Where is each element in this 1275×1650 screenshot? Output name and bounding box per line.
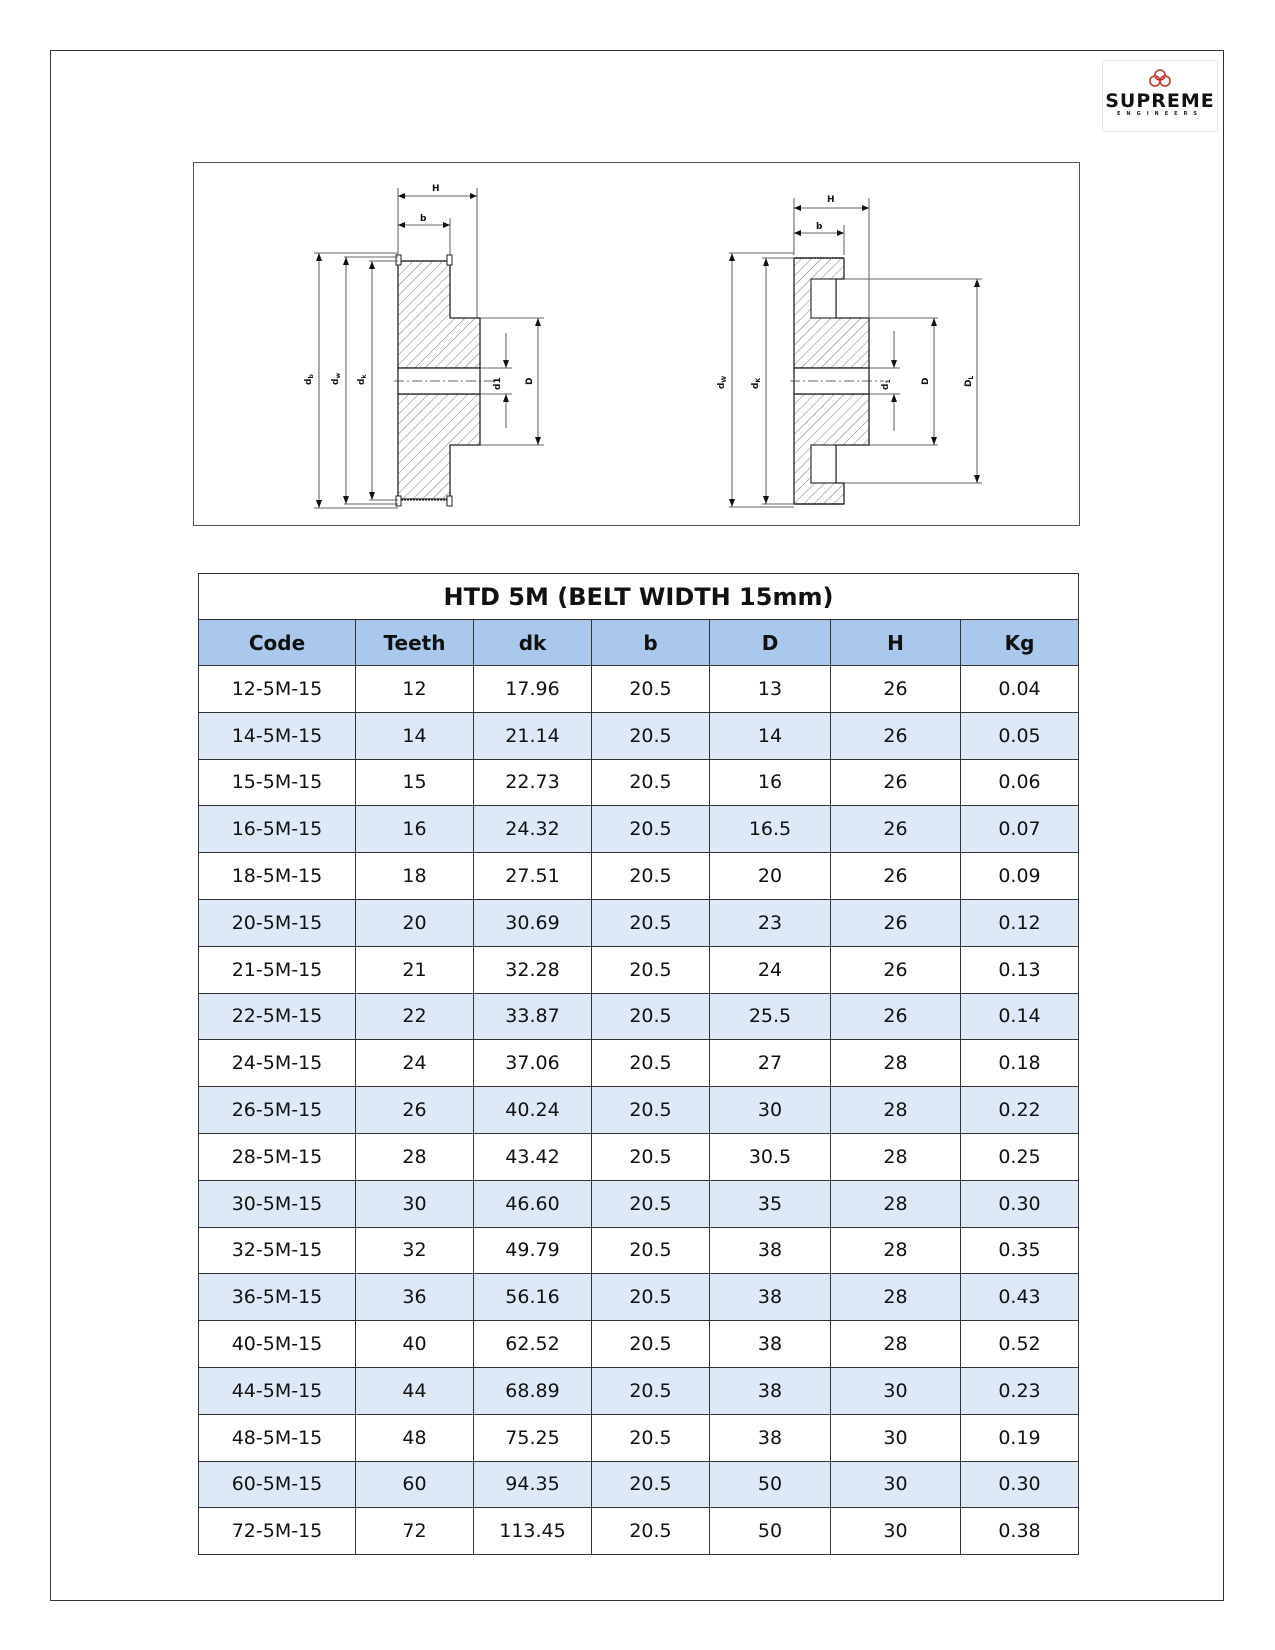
cell-code: 28-5M-15 (199, 1133, 356, 1180)
right-label-dk: $d_K$ (751, 377, 762, 389)
cell-code: 30-5M-15 (199, 1180, 356, 1227)
cell-teeth: 32 (356, 1227, 474, 1274)
cell-dk: 113.45 (474, 1508, 592, 1555)
table-row (199, 1274, 1079, 1321)
cell-kg: 0.12 (961, 899, 1079, 946)
cell-code: 24-5M-15 (199, 1040, 356, 1087)
cell-dk: 33.87 (474, 993, 592, 1040)
cell-b: 20.5 (592, 1227, 710, 1274)
right-label-DL: $D_L$ (964, 375, 975, 387)
cell-teeth: 60 (356, 1461, 474, 1508)
cell-h: 30 (831, 1414, 961, 1461)
cell-code: 14-5M-15 (199, 712, 356, 759)
pulley-diagram (193, 162, 1080, 526)
right-label-b: b (816, 222, 823, 232)
cell-dk: 32.28 (474, 946, 592, 993)
cell-teeth: 22 (356, 993, 474, 1040)
cell-teeth: 14 (356, 712, 474, 759)
cell-h: 26 (831, 712, 961, 759)
cell-b: 20.5 (592, 853, 710, 900)
table-title: HTD 5M (BELT WIDTH 15mm) (199, 574, 1079, 620)
cell-teeth: 16 (356, 806, 474, 853)
left-label-dw: $d_w$ (331, 373, 342, 385)
cell-dk: 30.69 (474, 899, 592, 946)
col-header-teeth: Teeth (356, 620, 474, 666)
table-row (199, 1321, 1079, 1368)
cell-code: 32-5M-15 (199, 1227, 356, 1274)
cell-b: 20.5 (592, 1087, 710, 1134)
cell-kg: 0.19 (961, 1414, 1079, 1461)
cell-kg: 0.14 (961, 993, 1079, 1040)
table-row (199, 759, 1079, 806)
cell-d: 38 (710, 1227, 831, 1274)
cell-h: 26 (831, 899, 961, 946)
cell-teeth: 44 (356, 1367, 474, 1414)
cell-h: 28 (831, 1321, 961, 1368)
cell-dk: 43.42 (474, 1133, 592, 1180)
col-header-h: H (831, 620, 961, 666)
cell-d: 25.5 (710, 993, 831, 1040)
cell-code: 21-5M-15 (199, 946, 356, 993)
col-header-kg: Kg (961, 620, 1079, 666)
cell-d: 20 (710, 853, 831, 900)
cell-dk: 46.60 (474, 1180, 592, 1227)
cell-code: 26-5M-15 (199, 1087, 356, 1134)
cell-b: 20.5 (592, 1414, 710, 1461)
cell-dk: 27.51 (474, 853, 592, 900)
cell-h: 28 (831, 1040, 961, 1087)
table-row (199, 899, 1079, 946)
cell-h: 26 (831, 853, 961, 900)
cell-dk: 75.25 (474, 1414, 592, 1461)
cell-teeth: 26 (356, 1087, 474, 1134)
cell-code: 20-5M-15 (199, 899, 356, 946)
cell-teeth: 30 (356, 1180, 474, 1227)
cell-teeth: 24 (356, 1040, 474, 1087)
cell-code: 40-5M-15 (199, 1321, 356, 1368)
table-row (199, 1508, 1079, 1555)
cell-h: 28 (831, 1087, 961, 1134)
cell-h: 30 (831, 1367, 961, 1414)
cell-kg: 0.09 (961, 853, 1079, 900)
cell-kg: 0.22 (961, 1087, 1079, 1134)
cell-b: 20.5 (592, 666, 710, 713)
cell-d: 16 (710, 759, 831, 806)
cell-dk: 21.14 (474, 712, 592, 759)
cell-h: 26 (831, 806, 961, 853)
cell-d: 38 (710, 1321, 831, 1368)
cell-d: 50 (710, 1508, 831, 1555)
cell-b: 20.5 (592, 993, 710, 1040)
cell-b: 20.5 (592, 712, 710, 759)
cell-d: 38 (710, 1367, 831, 1414)
cell-code: 36-5M-15 (199, 1274, 356, 1321)
left-pulley-section (304, 184, 544, 508)
cell-code: 18-5M-15 (199, 853, 356, 900)
cell-teeth: 28 (356, 1133, 474, 1180)
left-label-D: D (525, 377, 535, 385)
brand-logo (1102, 60, 1218, 132)
cell-teeth: 20 (356, 899, 474, 946)
cell-h: 28 (831, 1180, 961, 1227)
cell-kg: 0.05 (961, 712, 1079, 759)
cell-b: 20.5 (592, 1133, 710, 1180)
cell-h: 26 (831, 946, 961, 993)
cell-d: 38 (710, 1414, 831, 1461)
cell-dk: 49.79 (474, 1227, 592, 1274)
cell-teeth: 48 (356, 1414, 474, 1461)
cell-h: 30 (831, 1508, 961, 1555)
cell-b: 20.5 (592, 946, 710, 993)
cell-h: 26 (831, 666, 961, 713)
cell-kg: 0.07 (961, 806, 1079, 853)
cell-kg: 0.35 (961, 1227, 1079, 1274)
cell-b: 20.5 (592, 1040, 710, 1087)
cell-dk: 94.35 (474, 1461, 592, 1508)
cell-d: 16.5 (710, 806, 831, 853)
cell-kg: 0.25 (961, 1133, 1079, 1180)
cell-code: 15-5M-15 (199, 759, 356, 806)
spec-table (198, 573, 1079, 1555)
cell-b: 20.5 (592, 1461, 710, 1508)
cell-d: 30 (710, 1087, 831, 1134)
cell-dk: 24.32 (474, 806, 592, 853)
table-row (199, 1414, 1079, 1461)
cell-kg: 0.04 (961, 666, 1079, 713)
cell-kg: 0.23 (961, 1367, 1079, 1414)
cell-dk: 40.24 (474, 1087, 592, 1134)
table-row (199, 1461, 1079, 1508)
cell-b: 20.5 (592, 806, 710, 853)
cell-teeth: 72 (356, 1508, 474, 1555)
cell-code: 22-5M-15 (199, 993, 356, 1040)
cell-h: 28 (831, 1227, 961, 1274)
table-body (199, 666, 1079, 1555)
right-label-dw: $d_W$ (717, 375, 728, 389)
cell-h: 28 (831, 1274, 961, 1321)
cell-code: 48-5M-15 (199, 1414, 356, 1461)
cell-d: 38 (710, 1274, 831, 1321)
col-header-code: Code (199, 620, 356, 666)
cell-teeth: 40 (356, 1321, 474, 1368)
cell-b: 20.5 (592, 1180, 710, 1227)
cell-kg: 0.06 (961, 759, 1079, 806)
cell-b: 20.5 (592, 759, 710, 806)
cell-teeth: 15 (356, 759, 474, 806)
cell-b: 20.5 (592, 899, 710, 946)
cell-d: 23 (710, 899, 831, 946)
cell-kg: 0.38 (961, 1508, 1079, 1555)
cell-b: 20.5 (592, 1508, 710, 1555)
cell-dk: 56.16 (474, 1274, 592, 1321)
left-label-dk: $d_k$ (357, 374, 368, 385)
cell-dk: 68.89 (474, 1367, 592, 1414)
table-row (199, 1040, 1079, 1087)
cell-kg: 0.52 (961, 1321, 1079, 1368)
table-row (199, 946, 1079, 993)
table-row (199, 806, 1079, 853)
right-label-h: H (827, 195, 835, 205)
table-row (199, 1133, 1079, 1180)
table-row (199, 1227, 1079, 1274)
cell-kg: 0.13 (961, 946, 1079, 993)
cell-dk: 62.52 (474, 1321, 592, 1368)
left-label-h: H (432, 184, 440, 194)
cell-d: 35 (710, 1180, 831, 1227)
cell-d: 30.5 (710, 1133, 831, 1180)
right-label-D: D (921, 377, 931, 385)
cell-d: 27 (710, 1040, 831, 1087)
right-label-d1: $d_1$ (881, 379, 892, 390)
cell-d: 50 (710, 1461, 831, 1508)
table-row (199, 666, 1079, 713)
col-header-b: b (592, 620, 710, 666)
cell-teeth: 12 (356, 666, 474, 713)
brand-name: SUPREME (1105, 90, 1215, 112)
cell-code: 44-5M-15 (199, 1367, 356, 1414)
cell-h: 30 (831, 1461, 961, 1508)
cell-h: 26 (831, 993, 961, 1040)
cell-teeth: 36 (356, 1274, 474, 1321)
col-header-dk: dk (474, 620, 592, 666)
brand-subtitle: ENGINEERS (1116, 111, 1204, 117)
cell-b: 20.5 (592, 1274, 710, 1321)
table-row (199, 712, 1079, 759)
cell-b: 20.5 (592, 1321, 710, 1368)
cell-h: 26 (831, 759, 961, 806)
cell-teeth: 21 (356, 946, 474, 993)
col-header-d: D (710, 620, 831, 666)
cell-code: 72-5M-15 (199, 1508, 356, 1555)
table-row (199, 1180, 1079, 1227)
left-label-d1: d1 (493, 377, 503, 390)
cell-dk: 17.96 (474, 666, 592, 713)
supreme-logo-icon (1147, 67, 1173, 89)
right-pulley-section (717, 195, 982, 507)
table-row (199, 993, 1079, 1040)
table-row (199, 853, 1079, 900)
cell-dk: 22.73 (474, 759, 592, 806)
pulley-drawings (194, 163, 1081, 527)
cell-teeth: 18 (356, 853, 474, 900)
cell-kg: 0.43 (961, 1274, 1079, 1321)
cell-code: 12-5M-15 (199, 666, 356, 713)
cell-h: 28 (831, 1133, 961, 1180)
cell-dk: 37.06 (474, 1040, 592, 1087)
table-row (199, 1367, 1079, 1414)
cell-kg: 0.18 (961, 1040, 1079, 1087)
cell-d: 24 (710, 946, 831, 993)
left-label-b: b (420, 214, 427, 224)
cell-d: 14 (710, 712, 831, 759)
table-header-row (199, 620, 1079, 666)
left-label-db: $d_b$ (304, 374, 315, 385)
cell-code: 16-5M-15 (199, 806, 356, 853)
cell-b: 20.5 (592, 1367, 710, 1414)
cell-code: 60-5M-15 (199, 1461, 356, 1508)
table-row (199, 1087, 1079, 1134)
cell-d: 13 (710, 666, 831, 713)
cell-kg: 0.30 (961, 1180, 1079, 1227)
cell-kg: 0.30 (961, 1461, 1079, 1508)
